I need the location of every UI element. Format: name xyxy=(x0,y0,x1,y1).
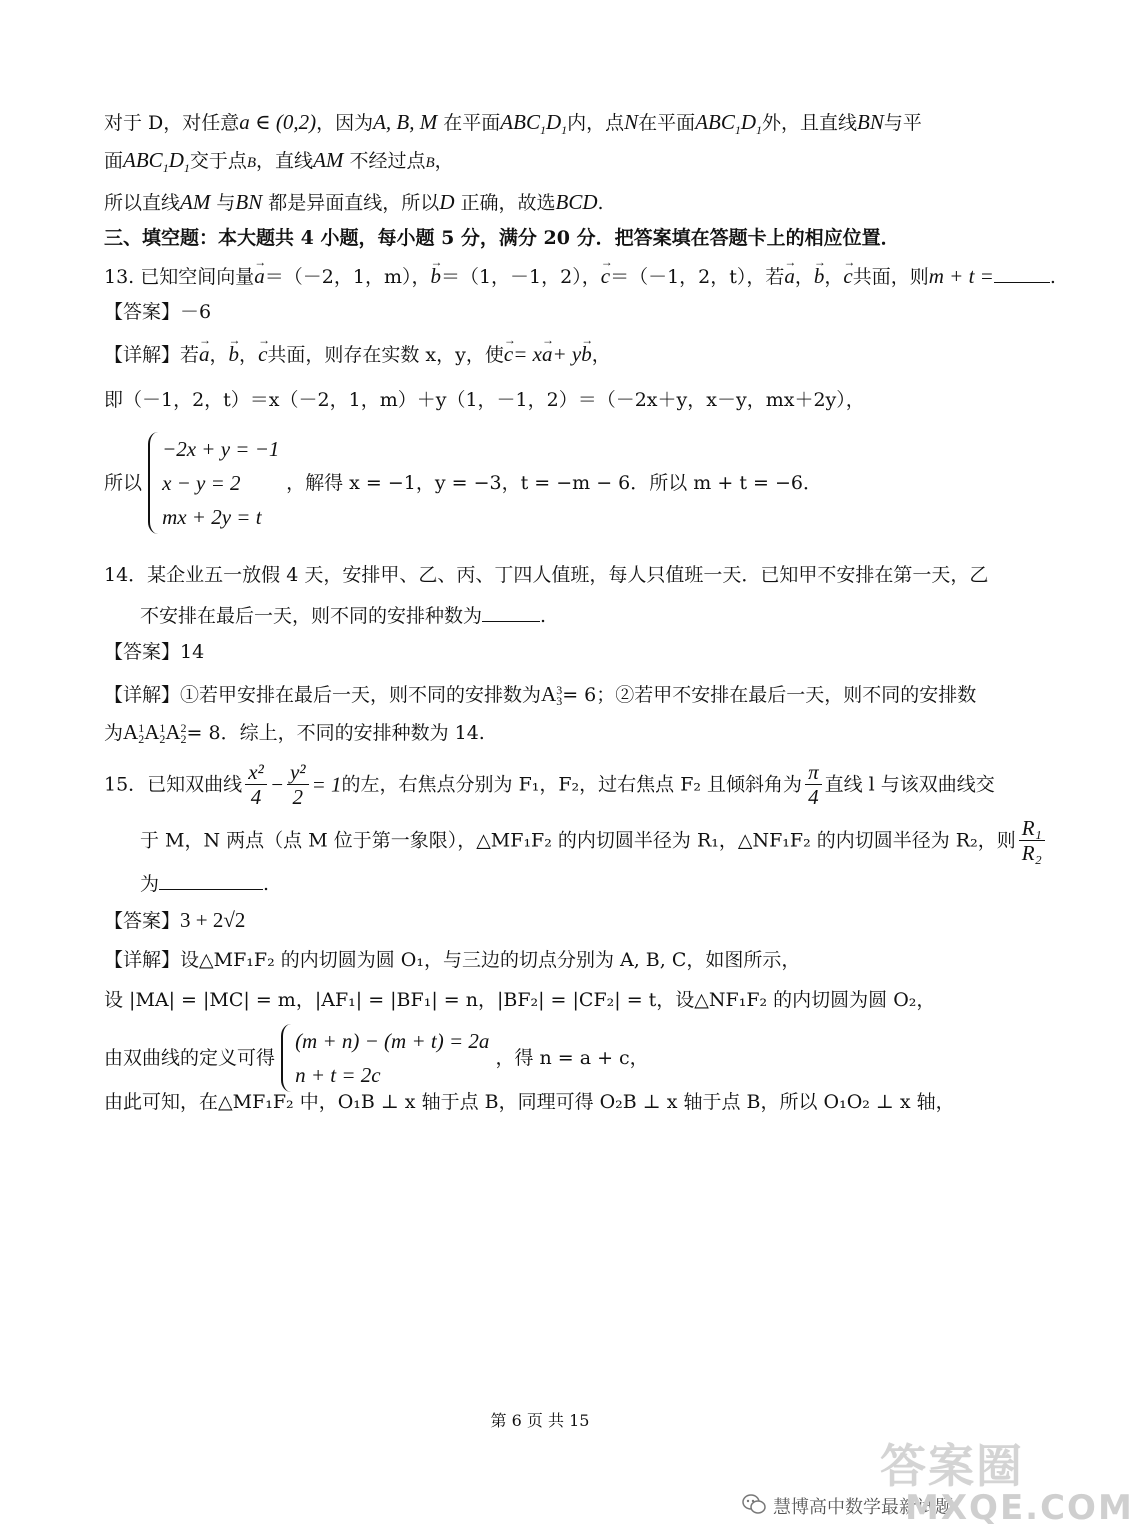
math: AM xyxy=(180,190,211,214)
plane-abc1d1: $ABC_1D_1$ xyxy=(500,110,568,138)
plane-abc1d1: $ABC_1D_1$ xyxy=(695,110,763,138)
q14-stem-1: 14．某企业五一放假 4 天，安排甲、乙、丙、丁四人值班，每人只值班一天．已知甲不安排在第一天，乙 xyxy=(104,564,989,586)
text: 外，且直线 xyxy=(762,112,858,134)
answer-blank xyxy=(994,264,1050,283)
answer-blank xyxy=(482,603,540,622)
plane-abc1d1: $ABC_1D_1$ xyxy=(123,148,190,176)
math: a ∈ (0,2) xyxy=(239,110,317,134)
text: 共面，则 xyxy=(852,266,929,288)
q15-stem-2: 于 M，N 两点（点 M 位于第一象限），△MF₁F₂ 的内切圆半径为 R₁，△NF₁F₂ 的内切圆半径为 R₂，则 $\frac{\text{R₁}}{\text{R₂}}$ xyxy=(140,816,1048,865)
vector-a: → a xyxy=(254,262,265,290)
text: 不经过点 xyxy=(349,150,426,172)
q14-detail-2: 为A 1 2 A 1 2 A 2 2 = 8．综上，不同的安排种数为 14. xyxy=(104,720,485,747)
vector-c: → c xyxy=(843,262,852,290)
q13-detail-1: 【详解】若→ a，→ b，→ c共面，则存在实数 x，y，使→ c= x→ a+ y→ b， xyxy=(104,340,611,369)
text: 内，点 xyxy=(567,112,625,134)
watermark-account: 慧博高中数学最新试题 xyxy=(773,1497,953,1518)
vector-b: → b xyxy=(430,262,441,290)
text: ，直线 xyxy=(256,150,314,172)
d-line-1 xyxy=(104,108,922,144)
text: 与 xyxy=(216,192,236,214)
q14-stem-2: 不安排在最后一天，则不同的安排种数为 . xyxy=(140,605,547,627)
math: m + t = xyxy=(928,264,994,288)
q15-detail-3: 由双曲线的定义可得 (m + n) − (m + t) = 2a n + t = 2c ，得 n = a + c， xyxy=(104,1024,649,1092)
math: N xyxy=(624,110,639,134)
q15-stem-3: 为 . xyxy=(140,873,270,895)
math: BN xyxy=(857,110,884,134)
watermark-logo: 答案圈 xyxy=(880,1439,1024,1493)
page-number: 第 6 页 共 15 xyxy=(490,1411,590,1430)
q13-stem: 13. 已知空间向量→ a＝（－2，1，m），→ b＝（1，－1，2），→ c＝（－1，2，t），若→ a，→ b，→ c共面，则m + t = . xyxy=(104,262,1056,291)
math: AM xyxy=(313,148,344,172)
q15-stem-1: 15．已知双曲线 $\frac{\text{x²}}{4}$ − $\frac{\text{y²}}{2}$ = 1的左，右焦点分别为 F₁，F₂，过右焦点 F₂ 且倾斜角为 $\frac{\pi}{4}$ 直线 l 与该双曲线交 xyxy=(104,760,995,809)
text: 都是异面直线，所以 xyxy=(268,192,440,214)
math: BN xyxy=(235,190,263,214)
d-line-2 xyxy=(104,146,454,182)
text: 对于 D，对任意 xyxy=(104,112,240,134)
q13-detail-2: 即（－1，2，t）＝x（－2，1，m）＋y（1，－1，2）＝（－2x＋y，x－y，mx＋2y）， xyxy=(104,389,865,411)
vector-b: → b xyxy=(814,262,825,290)
text: 与平 xyxy=(883,112,922,134)
wechat-icon xyxy=(742,1493,766,1515)
text: 正确，故选 xyxy=(460,192,556,214)
vector-a: → a xyxy=(784,262,795,290)
math: D xyxy=(439,190,455,214)
fraction: $\frac{\pi}{4}$ xyxy=(805,760,822,809)
vector-c: → c xyxy=(601,262,610,290)
text: . xyxy=(597,192,604,214)
section-heading: 三、填空题：本大题共 4 小题，每小题 5 分，满分 20 分．把答案填在答题卡上的相应位置． xyxy=(104,227,900,249)
text: 交于点 xyxy=(189,150,247,172)
q13-detail-3: 所以 −2x + y = −1 x − y = 2 mx + 2y = t ，解得 x = −1，y = −3，t = −m − 6．所以 m + t = −6． xyxy=(104,432,822,534)
d-line-3 xyxy=(104,188,604,217)
q14-answer: 【答案】14 xyxy=(104,641,205,663)
fraction: $\frac{\text{R₁}}{\text{R₂}}$ xyxy=(1019,816,1045,865)
text: ＝（－1，2，t），若 xyxy=(610,266,785,288)
fraction: $\frac{\text{y²}}{2}$ xyxy=(287,760,309,809)
math: BCD xyxy=(555,190,598,214)
q15-detail-4: 由此可知，在△MF₁F₂ 中，O₁B ⊥ x 轴于点 B，同理可得 O₂B ⊥ x 轴于点 B，所以 O₁O₂ ⊥ x 轴， xyxy=(104,1091,955,1113)
watermark-site: MXQE.COM xyxy=(905,1488,1134,1528)
text: 面 xyxy=(104,150,124,172)
equation-system: −2x + y = −1 x − y = 2 mx + 2y = t xyxy=(148,432,280,534)
math: B xyxy=(246,155,257,171)
q15-detail-1: 【详解】设△MF₁F₂ 的内切圆为圆 O₁，与三边的切点分别为 A, B, C，如图所示， xyxy=(104,949,801,971)
fraction: $\frac{\text{x²}}{4}$ xyxy=(245,760,267,809)
equation-system: (m + n) − (m + t) = 2a n + t = 2c xyxy=(281,1024,489,1092)
text: ，因为 xyxy=(316,112,374,134)
text: ＝（1，－1，2）， xyxy=(440,266,601,288)
text: ＝（－2，1，m）， xyxy=(264,266,431,288)
math: B xyxy=(425,155,435,171)
q15-answer: 【答案】3 + 2√2 xyxy=(104,908,246,932)
text: ， xyxy=(434,150,454,172)
text: 在平面 xyxy=(443,112,501,134)
text: 13. 已知空间向量 xyxy=(104,266,255,288)
text: 所以直线 xyxy=(104,192,181,214)
text: 在平面 xyxy=(638,112,696,134)
q13-answer: 【答案】－6 xyxy=(104,301,212,323)
q14-detail-1: 【详解】①若甲安排在最后一天，则不同的安排数为A 3 3 = 6；②若甲不安排在最后一天，则不同的安排数 xyxy=(104,682,977,709)
answer-blank xyxy=(159,871,263,890)
math: A, B, M xyxy=(373,110,438,134)
text: . xyxy=(1049,266,1056,288)
q15-detail-2: 设 |MA| = |MC| = m，|AF₁| = |BF₁| = n，|BF₂| = |CF₂| = t，设△NF₁F₂ 的内切圆为圆 O₂， xyxy=(104,989,936,1011)
